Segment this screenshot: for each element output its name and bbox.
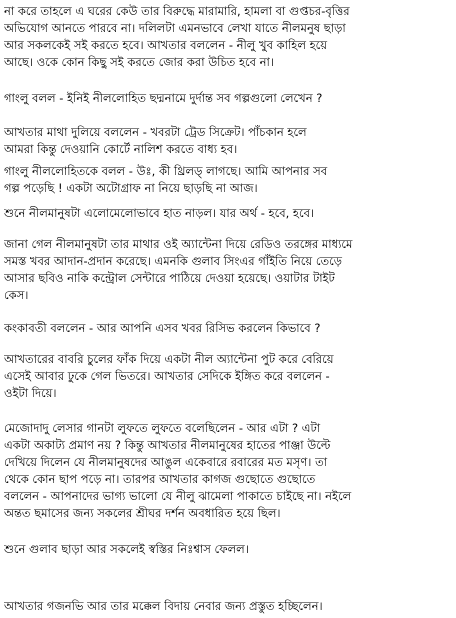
text-line: আখতার গজনভি আর তার মক্কেল বিদায় নেবার জন্য প্রস্তুত হচ্ছিলেন। [4,599,323,613]
text-line: কেস। [4,288,29,302]
text-line: গাংলু বলল - ইনিই নীললোহিত ছদ্মনামে দুর্দান্ত সব গল্পগুলো লেখেন ? [4,91,323,105]
text-line: আসার ছবিও নাকি কন্ট্রোল সেন্টারে পাঠিয়ে দেওয়া হয়েছে। ওয়াটার টাইট [4,271,335,285]
text-line: থেকে কোন ছাপ পড়ে না। তারপর আখতার কাগজ গুছোতে গুছোতে [4,472,316,486]
text-line: এসেই আবার ঢুকে গেল ভিতরে। আখতার সেদিকে ইঙ্গিত করে বললেন - [4,369,330,383]
text-line: কংকাবতী বললেন - আর আপনি এসব খবর রিসিভ করলেন কিভাবে ? [4,321,321,335]
paragraph-hand-wave [4,205,452,222]
paragraph-ganglu-question [4,90,452,107]
text-line: বললেন - আপনাদের ভাগ্য ভালো যে নীলু ঝামেলা পাকাতে চাইছে না। নইলে [4,489,352,503]
text-line: আমরা কিন্তু দেওয়ানি কোর্টে নালিশ করতে বাধ্য হব। [4,142,238,156]
text-line: শুনে নীলমানুষটা এলোমেলোভাবে হাত নাড়ল। যার অর্থ - হবে, হবে। [4,206,315,220]
text-line: মেজোদাদু লেসার গানটা লুফতে লুফতে বলেছিলেন - আর এটা ? এটা [4,421,321,435]
text-line: গল্প পড়েছি ! একটা অটোগ্রাফ না নিয়ে ছাড়ছি না আজ। [4,181,258,195]
text-line: ওইটা দিয়ে। [4,386,57,400]
text-line: অভিযোগ আনতে পারবে না। দলিলটা এমনভাবে লেখা যাতে নীলমনুষ ছাড়া [4,21,346,35]
paragraph-kankabati-question [4,320,452,337]
text-line: সমস্ত খবর আদান-প্রদান করেছে। এমনকি গুলাব সিংএর গাঁইতি নিয়ে তেড়ে [4,254,342,268]
text-line: অন্তত ছমাসের জন্য সকলের শ্রীঘর দর্শন অবধারিত হয়ে ছিল। [4,506,281,520]
text-line: না করে তাহলে এ ঘরের কেউ তার বিরুদ্ধে মারামারি, হামলা বা গুপ্তচর-বৃত্তির [4,4,350,18]
paragraph-sigh-of-relief [4,541,452,558]
text-line: আর সকলকেই সই করতে হবে। আখতার বললেন - নীলু খুব কাহিল হয়ে [4,38,328,52]
paragraph-autograph [4,163,452,197]
paragraph-contract-terms [4,3,452,71]
text-line: আখতারের বাবরি চুলের ফাঁক দিয়ে একটা নীল অ্যান্টেনা পুট করে বেরিয়ে [4,352,334,366]
text-line: একটা অকাট্য প্রমাণ নয় ? কিন্তু আখতার নীলমানুষের হাতের পাঞ্জা উল্টে [4,438,331,452]
text-line: গাংলু নীললোহিতকে বলল - উঃ, কী থ্রিলড্ লাগছে। আমি আপনার সব [4,164,328,178]
text-line: জানা গেল নীলমানুষটা তার মাথার ওই অ্যান্টেনা দিয়ে রেডিও তরঙ্গের মাধ্যমে [4,237,353,251]
text-line: শুনে গুলাব ছাড়া আর সকলেই স্বস্তির নিঃশ্বাস ফেলল। [4,542,249,556]
paragraph-trade-secret [4,124,452,158]
text-line: দেখিয়ে দিলেন যে নীলমানুষদের আঙুল একেবারে রবারের মত মসৃণ। তা [4,455,328,469]
text-line: আছে। ওকে কোন কিছু সই করতে জোর করা উচিত হবে না। [4,55,274,69]
paragraph-laser-gun-evidence [4,420,452,522]
paragraph-departure [4,598,452,615]
paragraph-antenna-radio [4,236,452,304]
paragraph-blue-antenna [4,351,452,402]
text-line: আখতার মাথা দুলিয়ে বললেন - খবরটা ট্রেড সিক্রেট। পাঁচকান হলে [4,125,307,139]
